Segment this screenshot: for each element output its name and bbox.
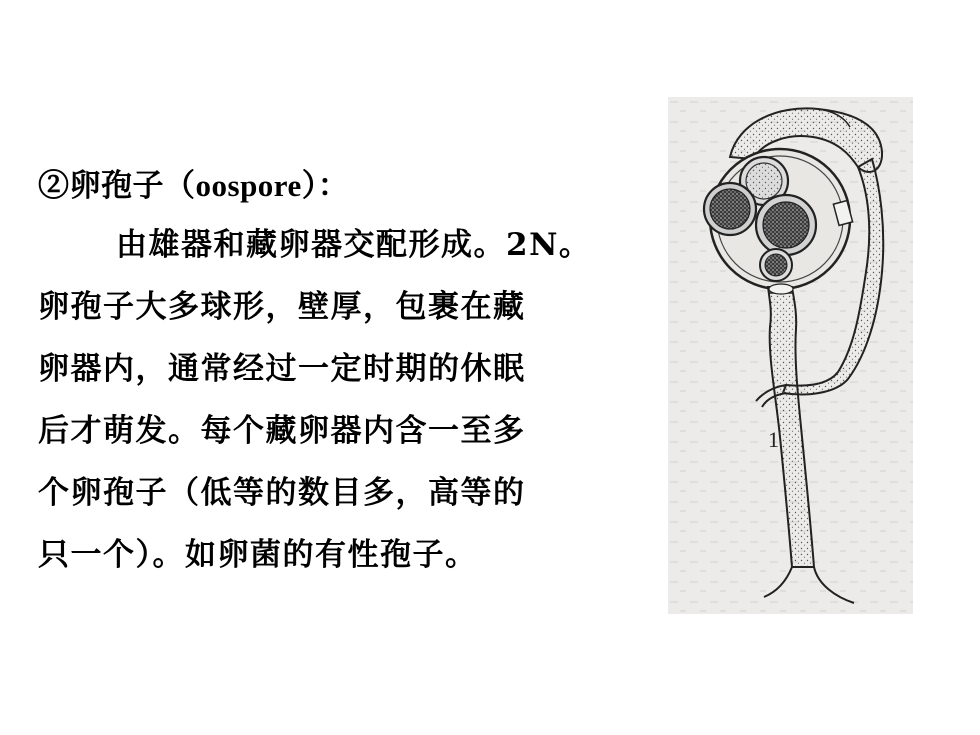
oospore-illustration	[668, 97, 913, 614]
text-block	[38, 158, 678, 586]
heading-marker: ②	[38, 168, 70, 204]
paragraph-line-6: 只一个）。如卵菌的有性孢子。	[38, 537, 478, 573]
paragraph-line-4: 后才萌发。每个藏卵器内含一至多	[38, 413, 526, 449]
oospore-drawing	[668, 97, 913, 614]
paragraph-line-2: 卵孢子大多球形，壁厚，包裹在藏	[38, 289, 526, 325]
paragraph-line-1: 由雄器和藏卵器交配形成。2N。	[116, 227, 592, 263]
heading-title-cn: 卵孢子（	[69, 168, 196, 204]
paragraph-line-3: 卵器内，通常经过一定时期的休眠	[38, 351, 526, 387]
heading-title-end: ）：	[301, 168, 350, 204]
section-heading	[38, 158, 678, 214]
figure-label: 1	[768, 427, 779, 452]
heading-title-en: oospore	[195, 168, 302, 203]
paragraph-line-5: 个卵孢子（低等的数目多，高等的	[38, 475, 526, 511]
